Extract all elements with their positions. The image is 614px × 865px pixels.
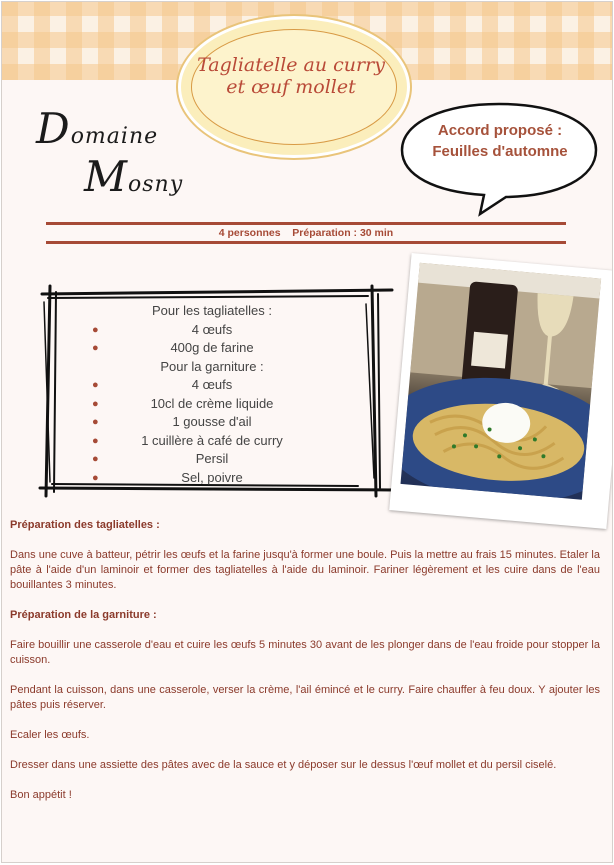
garnish-step: Ecaler les œufs. <box>10 729 90 741</box>
dish-illustration <box>400 263 601 500</box>
servings-and-time <box>46 227 566 239</box>
bullet-icon: ● <box>92 397 99 410</box>
garnish-step: Faire bouillir une casserole d'eau et cuire les œufs 5 minutes 30 avant de les plonger dans de l'eau froide pour stopper la cuisson. <box>10 639 600 666</box>
title-line-2: et œuf mollet <box>226 76 356 98</box>
logo-cap-1: D <box>36 104 71 153</box>
ingredient-text: Persil <box>195 451 229 466</box>
logo-cap-2: M <box>84 152 129 201</box>
ingredient-text: 4 œufs <box>191 321 233 337</box>
pasta-preparation-heading: Préparation des tagliatelles : <box>10 519 160 531</box>
pairing-label: Accord proposé : <box>437 122 563 139</box>
bullet-icon: ● <box>92 434 99 447</box>
logo-line-1 <box>36 104 158 153</box>
prep-time: Préparation : 30 min <box>292 227 394 239</box>
list-item <box>62 376 362 395</box>
ingredients-list <box>62 302 362 487</box>
closing-line: Bon appétit ! <box>10 789 72 801</box>
dish-photo-image <box>400 263 601 500</box>
servings: 4 personnes <box>218 227 281 239</box>
logo-line-2 <box>84 152 183 201</box>
list-item <box>62 339 362 358</box>
list-item <box>62 413 362 432</box>
recipe-title <box>178 54 404 98</box>
pairing-wine: Feuilles d'automne <box>432 143 568 160</box>
list-item <box>62 432 362 451</box>
list-item <box>62 395 362 414</box>
recipe-card <box>1 1 613 863</box>
list-item <box>62 321 362 340</box>
pasta-ingredients-heading: Pour les tagliatelles : <box>152 303 272 318</box>
title-line-1: Tagliatelle au curry <box>197 54 385 76</box>
garnish-ingredients-heading: Pour la garniture : <box>160 358 264 374</box>
ingredient-text: Sel, poivre <box>181 469 243 485</box>
bullet-icon: ● <box>92 379 99 391</box>
top-rule <box>46 222 566 225</box>
bullet-icon: ● <box>92 323 99 336</box>
list-item <box>62 469 362 488</box>
domaine-mosny-logo <box>36 100 216 210</box>
bullet-icon: ● <box>92 342 99 354</box>
list-item <box>62 450 362 469</box>
pasta-preparation-text: Dans une cuve à batteur, pétrir les œufs et la farine jusqu'à former une boule. Puis la mettre au frais 15 minutes. Etaler la pâte à l'aide d'un laminoir et former des tagliatelles à l'aide du laminoir. Fariner légèrement et les cuire dans de l'eau bouillantes 3 minutes. <box>10 549 600 591</box>
ingredient-text: 4 œufs <box>191 377 233 392</box>
recipe-steps <box>10 518 600 818</box>
garnish-preparation-heading: Préparation de la garniture : <box>10 609 157 621</box>
ingredient-text: 10cl de crème liquide <box>150 395 274 411</box>
ingredient-text: 400g de farine <box>170 340 254 355</box>
logo-rest-1: omaine <box>70 124 159 149</box>
bottom-rule <box>46 241 566 244</box>
ingredient-text: 1 gousse d'ail <box>172 414 252 429</box>
wine-pairing <box>412 120 588 162</box>
bullet-icon: ● <box>92 416 99 428</box>
logo-rest-2: osny <box>128 172 184 197</box>
garnish-step: Dresser dans une assiette des pâtes avec de la sauce et y déposer sur le dessus l'œuf mollet et du persil ciselé. <box>10 759 557 771</box>
bullet-icon: ● <box>92 453 99 465</box>
dish-photo <box>389 253 613 529</box>
ingredient-text: 1 cuillère à café de curry <box>141 432 283 448</box>
garnish-step: Pendant la cuisson, dans une casserole, verser la crème, l'ail émincé et le curry. Faire chauffer à feu doux. Y ajouter les pâtes puis réserver. <box>10 684 600 711</box>
bullet-icon: ● <box>92 471 99 484</box>
